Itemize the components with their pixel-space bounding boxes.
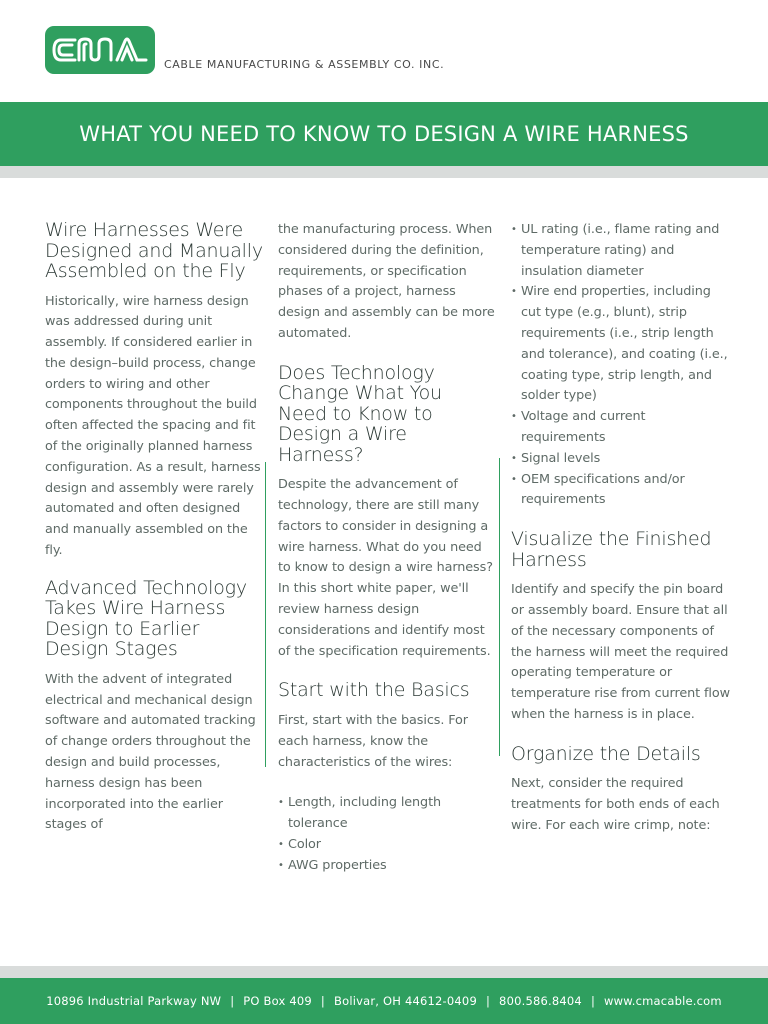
paragraph-advent: With the advent of integrated electrical and mechanical design software and automated tracking of change orders throughout the design and build processes, harness design has been incorporated into the earlier stages of	[45, 671, 256, 833]
paragraph-next: Next, consider the required treatments for both ends of each wire. For each wire crimp, note:	[511, 776, 720, 833]
list-item: • Signal levels	[511, 449, 733, 470]
footer-separator: |	[320, 994, 325, 1008]
paragraph-despite: Despite the advancement of technology, there are still many factors to consider in designing a wire harness. What do you need to know to design a wire harness? In this short white paper, we'll review harness design considerations and identify most of the specification requirements.	[278, 477, 493, 659]
banner-divider	[0, 166, 768, 178]
heading-start-basics: Start with the Basics	[278, 679, 470, 702]
company-logo	[45, 26, 155, 74]
footer-city: Bolivar, OH 44612-0409	[334, 994, 477, 1008]
footer-phone: 800.586.8404	[499, 994, 582, 1008]
footer-separator: |	[485, 994, 491, 1008]
title-banner	[0, 102, 768, 166]
column-divider-left	[265, 462, 266, 767]
heading-does-technology: Does Technology Change What You Need to Know to Design a Wire Harness?	[278, 361, 442, 466]
footer-bar	[0, 978, 768, 1024]
paragraph-identify: Identify and specify the pin board or assembly board. Ensure that all of the necessary components of the harness will meet the required operating temperature or temperature rise from current flow when the harness is in place.	[511, 582, 730, 722]
column-1	[45, 220, 263, 836]
list-item: • Color	[278, 835, 496, 856]
column-divider-right	[499, 458, 500, 756]
footer-website[interactable]: www.cmacable.com	[604, 994, 722, 1008]
footer-separator: |	[590, 994, 596, 1008]
heading-visualize: Visualize the Finished Harness	[511, 528, 712, 571]
heading-organize: Organize the Details	[511, 742, 701, 765]
list-item: • Voltage and current requirements	[511, 407, 733, 449]
wire-properties-list	[511, 220, 733, 511]
footer-address: 10896 Industrial Parkway NW	[46, 994, 222, 1008]
footer-divider	[0, 966, 768, 978]
paragraph-first: First, start with the basics. For each harness, know the characteristics of the wires:	[278, 712, 468, 770]
list-item: • Length, including length tolerance	[278, 793, 496, 835]
company-name: CABLE MANUFACTURING & ASSEMBLY CO. INC.	[164, 58, 445, 71]
paragraph-history: Historically, wire harness design was addressed during unit assembly. If considered earlier in the design–build process, change orders to wiring and other components throughout the build often affected the spacing and fit of the originally planned harness configuration. As a result, harness design and assembly were rarely automated and often designed and manually assembled on the fly.	[45, 293, 261, 559]
footer-separator: |	[230, 994, 235, 1008]
footer-po-box: PO Box 409	[243, 994, 312, 1008]
paragraph-continued: the manufacturing process. When considered during the definition, requirements, or specification phases of a project, harness design and assembly can be more automated.	[278, 222, 495, 341]
page-title: WHAT YOU NEED TO KNOW TO DESIGN A WIRE HARNESS	[79, 122, 689, 146]
column-2	[278, 220, 496, 877]
list-item: • AWG properties	[278, 856, 496, 877]
list-item: • OEM specifications and/or requirements	[511, 470, 733, 512]
heading-wire-harnesses: Wire Harnesses Were Designed and Manually Assembled on the Fly	[45, 219, 263, 282]
wire-characteristics-list	[278, 793, 496, 876]
cma-logo-icon	[45, 26, 155, 74]
heading-advanced-technology: Advanced Technology Takes Wire Harness Design to Earlier Design Stages	[45, 576, 247, 661]
column-3	[511, 220, 733, 837]
list-item: • UL rating (i.e., flame rating and temperature rating) and insulation diameter	[511, 220, 733, 282]
list-item: • Wire end properties, including cut type (e.g., blunt), strip requirements (i.e., strip length and tolerance), and coating (i.e., coating type, strip length, and solder type)	[511, 282, 733, 407]
